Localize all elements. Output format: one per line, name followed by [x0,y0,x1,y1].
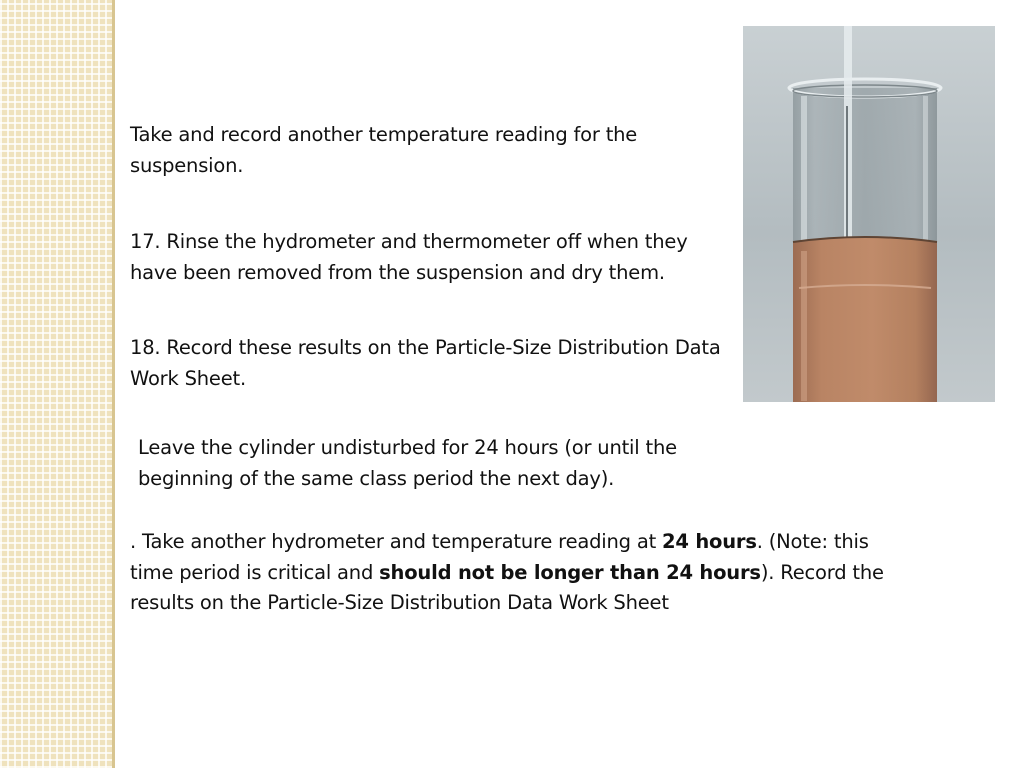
cylinder-photo [743,26,995,402]
soil-suspension [793,237,937,402]
decorative-side-strip [0,0,112,768]
thermometer-line [846,106,848,246]
paragraph-temperature-reading: Take and record another temperature reading for the suspension. [130,123,638,177]
p5-bold-warning: should not be longer than 24 hours [379,560,761,584]
side-strip-edge [112,0,115,768]
p5-bold-24-hours: 24 hours [662,530,757,553]
p5-text-2: . (Note: this time period is critical and [130,530,869,584]
p5-text-1: . Take another hydrometer and temperature reading at [130,530,663,553]
paragraph-leave-undisturbed: Leave the cylinder undisturbed for 24 hours (or until the beginning of the same class period the next day). [138,436,677,490]
paragraph-step-18: 18. Record these results on the Particle-Size Distribution Data Work Sheet. [130,336,721,390]
suspension-highlight [801,251,807,401]
paragraph-step-17: 17. Rinse the hydrometer and thermometer off when they have been removed from the suspension and dry them. [130,230,688,284]
paragraph-24-hour-reading [130,527,890,619]
p5-text-3: ). Record the results on the Particle-Size Distribution Data Work Sheet [130,560,884,614]
